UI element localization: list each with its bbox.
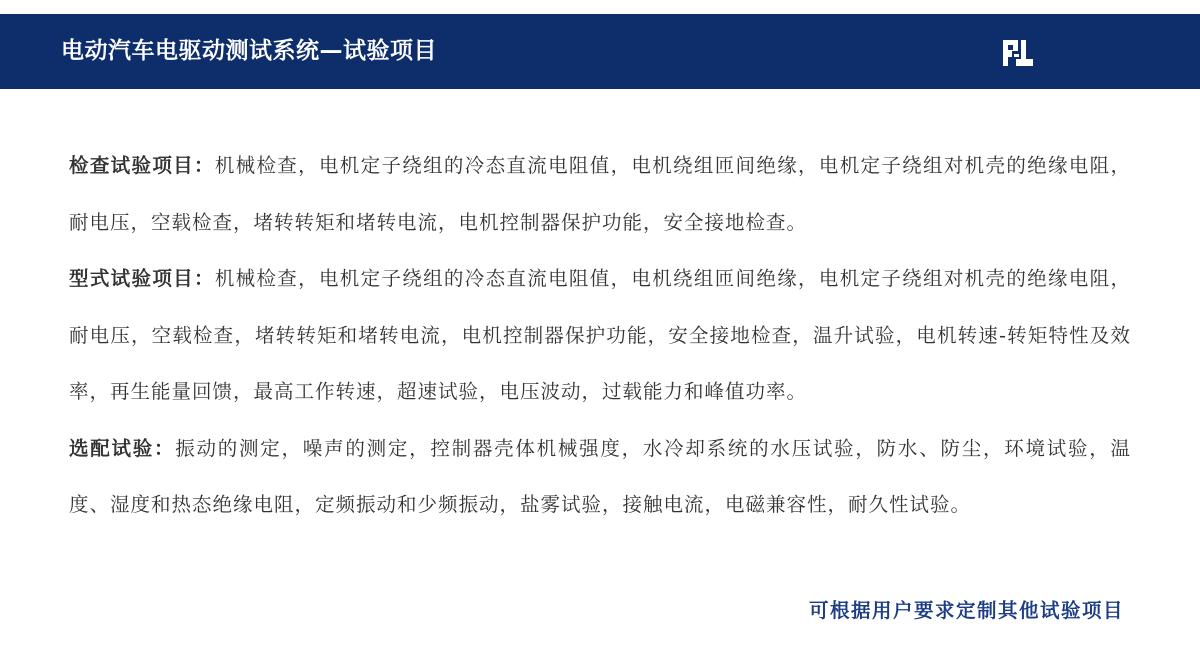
customization-note: 可根据用户要求定制其他试验项目 xyxy=(808,599,1124,622)
section-text: 机械检查，电机定子绕组的冷态直流电阻值，电机绕组匝间绝缘，电机定子绕组对机壳的绝缘电阻，耐电压，空载检查，堵转转矩和堵转电流，电机控制器保护功能，安全接地检查。 xyxy=(69,154,1131,234)
section-label: 选配试验： xyxy=(69,436,176,460)
header-bar xyxy=(0,14,1200,89)
type-test-items xyxy=(69,251,1131,421)
optional-test-items xyxy=(69,421,1131,534)
section-text: 振动的测定，噪声的测定，控制器壳体机械强度，水冷却系统的水压试验，防水、防尘，环境试验，温度、湿度和热态绝缘电阻，定频振动和少频振动，盐雾试验，接触电流，电磁兼容性，耐久性试验。 xyxy=(69,436,1131,516)
inspection-test-items xyxy=(69,138,1131,251)
test-items-content xyxy=(69,138,1131,534)
section-label: 型式试验项目： xyxy=(69,267,215,290)
page-title: 电动汽车电驱动测试系统—试验项目 xyxy=(61,38,437,64)
section-label: 检查试验项目： xyxy=(69,154,215,177)
company-logo-icon xyxy=(1001,38,1035,68)
section-text: 机械检查，电机定子绕组的冷态直流电阻值，电机绕组匝间绝缘，电机定子绕组对机壳的绝缘电阻，耐电压，空载检查，堵转转矩和堵转电流，电机控制器保护功能，安全接地检查，温升试验，电机转速-转矩特性及效率，再生能量回馈，最高工作转速，超速试验，电压波动，过载能力和峰值功率。 xyxy=(69,267,1131,403)
